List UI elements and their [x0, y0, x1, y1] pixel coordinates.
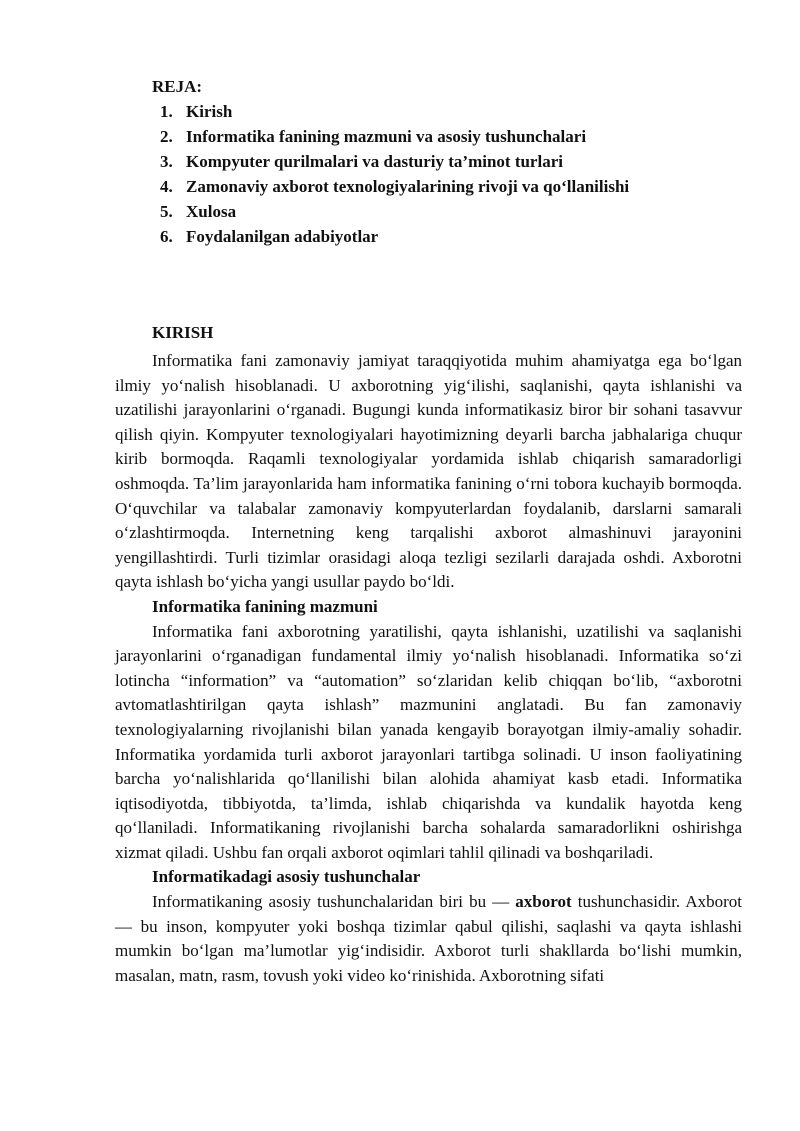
plan-item-label: Zamonaviy axborot texnologiyalarining rivoji va qo‘llanilishi: [186, 177, 630, 196]
plan-item-number: 3.: [160, 152, 173, 171]
plan-item-label: Foydalanilgan adabiyotlar: [186, 227, 379, 246]
intro-paragraph: Informatika fani zamonaviy jamiyat taraqqiyotida muhim ahamiyatga ega bo‘lgan ilmiy yo‘nalish hisoblanadi. U axborotning yig‘ilishi, saqlanishi, qayta ishlanishi va uzatilishi jarayonlarini o‘rganadi. Bugungi kunda informatikasiz biror bir sohani tasavvur qilish qiyin. Kompyuter texnologiyalari hayotimizning deyarli barcha jabhalariga chuqur kirib bormoqda. Raqamli texnologiyalar yordamida ishlab chiqarish samaradorligi oshmoqda. Ta’lim jarayonlarida ham informatika fanining o‘rni tobora kuchayib bormoqda. O‘quvchilar va talabalar zamonaviy kompyuterlardan foydalanib, darslarni samarali o‘zlashtirmoqda. Internetning keng tarqalishi axborot almashinuvi jarayonini yengillashtirdi. Turli tizimlar orasidagi aloqa tezligi sezilarli darajada oshdi. Axborotni qayta ishlash bo‘yicha yangi usullar paydo bo‘ldi.: [115, 351, 742, 592]
content-heading: Informatika fanining mazmuni: [152, 596, 378, 616]
plan-item: [160, 124, 629, 149]
plan-item-number: 6.: [160, 227, 173, 246]
plan-item-number: 5.: [160, 202, 173, 221]
plan-item-label: Kirish: [186, 102, 233, 121]
plan-item-number: 2.: [160, 127, 173, 146]
plan-item: [160, 224, 629, 249]
concepts-paragraph: [115, 890, 742, 988]
content-paragraph: Informatika fani axborotning yaratilishi, qayta ishlanishi, uzatilishi va saqlanishi jarayonlarini o‘rganadigan fundamental ilmiy yo‘nalish hisoblanadi. Informatika so‘zi lotincha “information” va “automation” so‘zlaridan kelib chiqqan bo‘lib, “axborotni avtomatlashtirilgan qayta ishlash” mazmunini anglatadi. Bu fan zamonaviy texnologiyalarning rivojlanishi bilan yanada kengayib borayotgan ilmiy-amaliy sohadir. Informatika yordamida turli axborot jarayonlari tartibga solinadi. U inson faoliyatining barcha yo‘nalishlarida qo‘llanilishi bilan alohida ahamiyat kasb etadi. Informatika iqtisodiyotda, tibbiyotda, ta’limda, ishlab chiqarishda va kundalik hayotda keng qo‘llaniladi. Informatikaning rivojlanishi barcha sohalarda samaradorlikni oshirishga xizmat qiladi. Ushbu fan orqali axborot oqimlari tahlil qilinadi va boshqariladi.: [115, 621, 742, 862]
plan-item: [160, 174, 629, 199]
plan-item-number: 4.: [160, 177, 173, 196]
plan-item-number: 1.: [160, 102, 173, 121]
intro-heading: KIRISH: [152, 323, 214, 342]
plan-item: [160, 149, 629, 174]
concepts-paragraph-start: Informatikaning asosiy tushunchalaridan biri bu —: [152, 892, 516, 912]
plan-list: [160, 99, 629, 249]
term-axborot: axborot: [515, 892, 572, 912]
plan-item-label: Informatika fanining mazmuni va asosiy tushunchalari: [186, 127, 587, 146]
body-text: [115, 349, 742, 988]
concepts-heading: Informatikadagi asosiy tushunchalar: [152, 867, 421, 887]
plan-title: REJA:: [152, 77, 203, 96]
plan-item-label: Xulosa: [186, 202, 237, 221]
plan-item: [160, 199, 629, 224]
concepts-paragraph-rest: tushunchasidir. Axborot — bu inson, kompyuter yoki boshqa tizimlar qabul qilishi, saqlashi va qayta ishlashi mumkin bo‘lgan ma’lumotlar yig‘indisidir. Axborot turli shakllarda bo‘lishi mumkin, masalan, matn, rasm, tovush yoki video ko‘rinishida. Axborotning sifati: [115, 892, 742, 985]
plan-item-label: Kompyuter qurilmalari va dasturiy ta’minot turlari: [186, 152, 563, 171]
plan-item: [160, 99, 629, 124]
